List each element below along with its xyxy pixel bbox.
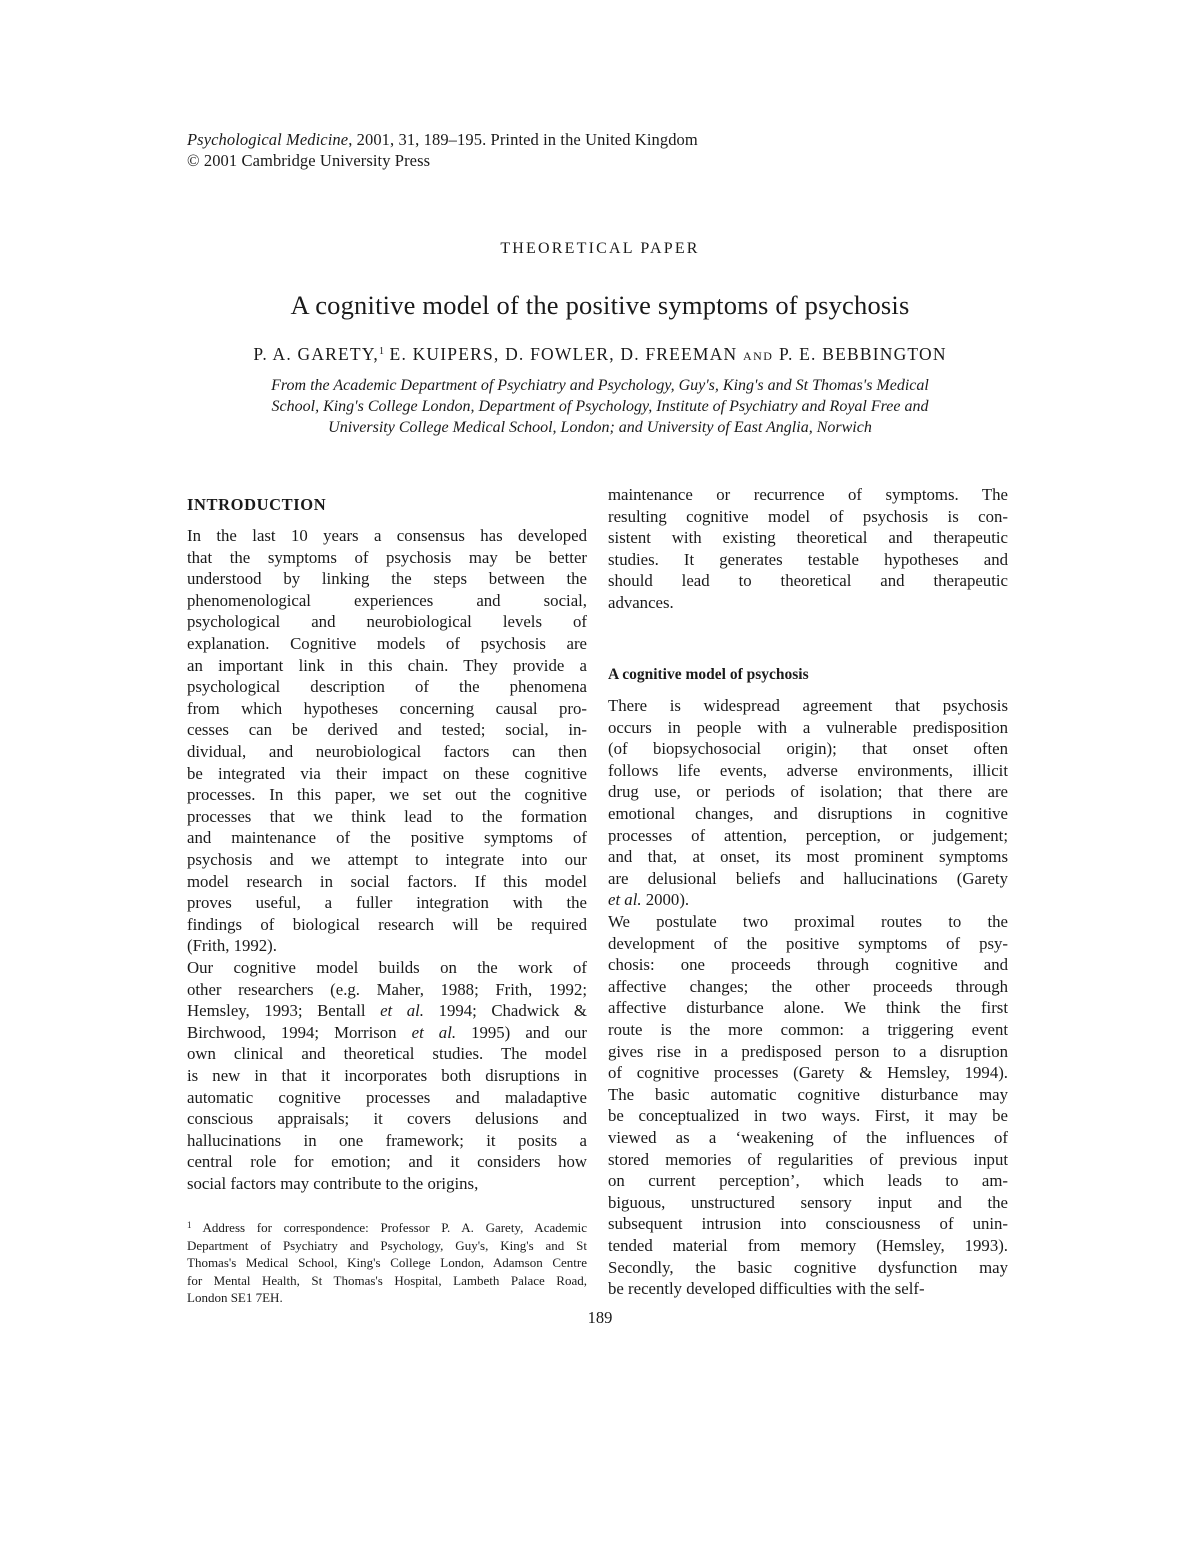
body-text-line: The basic automatic cognitive disturbance may bbox=[608, 1084, 1008, 1104]
body-text-line: et al. 2000). bbox=[608, 890, 690, 910]
body-text-line: resulting cognitive model of psychosis is con- bbox=[608, 506, 1008, 526]
body-text-line: from which hypotheses concerning causal pro- bbox=[187, 698, 587, 718]
page-number: 189 bbox=[587, 1308, 613, 1327]
body-text-line: occurs in people with a vulnerable predisposition bbox=[608, 717, 1008, 737]
body-text-line: is new in that it incorporates both disruptions in bbox=[187, 1066, 587, 1085]
body-text-line: central role for emotion; and it considers how bbox=[187, 1152, 587, 1172]
subsection-heading-cognitive-model: A cognitive model of psychosis bbox=[608, 666, 809, 683]
authors-and: AND bbox=[742, 349, 774, 363]
body-text-line: own clinical and theoretical studies. The model bbox=[187, 1044, 587, 1064]
body-text-line: psychosis and we attempt to integrate into our bbox=[187, 850, 587, 869]
body-text-line: sistent with existing theoretical and therapeutic bbox=[608, 528, 1008, 548]
body-text-line: stored memories of regularities of previous input bbox=[608, 1149, 1008, 1169]
body-text-line: psychological and neurobiological levels of bbox=[187, 612, 587, 632]
copyright-line: © 2001 Cambridge University Press bbox=[187, 151, 431, 170]
affiliation-line: University College Medical School, London; and University of East Anglia, Norwich bbox=[328, 419, 872, 436]
journal-details: , 2001, 31, 189–195. Printed in the United Kingdom bbox=[348, 130, 698, 149]
body-text-line: and maintenance of the positive symptoms of bbox=[187, 828, 587, 848]
body-text-line: proves useful, a fuller integration with the bbox=[187, 893, 587, 913]
body-text-line: phenomenological experiences and social, bbox=[187, 590, 587, 610]
body-text-line: advances. bbox=[608, 593, 674, 612]
body-text-line: conscious appraisals; it covers delusions and bbox=[187, 1109, 587, 1129]
body-text-line: automatic cognitive processes and maladaptive bbox=[187, 1087, 587, 1107]
body-text-line: subsequent intrusion into consciousness of unin- bbox=[608, 1214, 1008, 1234]
body-text-line: processes that we think lead to the formation bbox=[187, 806, 587, 826]
paper-title: A cognitive model of the positive symptoms of psychosis bbox=[290, 290, 910, 320]
affiliation bbox=[190, 375, 1010, 438]
body-text-line: of cognitive processes (Garety & Hemsley, 1994). bbox=[608, 1063, 1008, 1083]
body-text-line: processes of attention, perception, or judgement; bbox=[608, 825, 1008, 845]
journal-citation bbox=[187, 129, 698, 171]
body-text-line: route is the more common: a triggering event bbox=[608, 1020, 1008, 1039]
body-text-line: processes. In this paper, we set out the cognitive bbox=[187, 785, 587, 805]
body-text-line: be recently developed difficulties with the self- bbox=[608, 1279, 925, 1299]
body-text-line: Our cognitive model builds on the work of bbox=[187, 958, 587, 977]
body-text-line: (Frith, 1992). bbox=[187, 936, 277, 956]
authors-part-1: P. A. GARETY, bbox=[253, 344, 379, 364]
footnote-line: London SE1 7EH. bbox=[187, 1290, 283, 1305]
body-text-line: social factors may contribute to the origins, bbox=[187, 1174, 479, 1193]
body-text-line: understood by linking the steps between the bbox=[187, 569, 587, 589]
body-text-line: dividual, and neurobiological factors can then bbox=[187, 742, 587, 761]
body-text-line: emotional changes, and disruptions in cognitive bbox=[608, 804, 1008, 823]
body-text-line: studies. It generates testable hypotheses and bbox=[608, 549, 1008, 569]
body-text-line: drug use, or periods of isolation; that there are bbox=[608, 782, 1008, 802]
body-text-line: an important link in this chain. They provide a bbox=[187, 655, 587, 675]
body-text-line: We postulate two proximal routes to the bbox=[608, 912, 1008, 931]
body-text-line: Secondly, the basic cognitive dysfunction may bbox=[608, 1257, 1008, 1277]
footnote-line: Department of Psychiatry and Psychology, Guy's, King's and St bbox=[187, 1237, 587, 1253]
body-text-line: maintenance or recurrence of symptoms. The bbox=[608, 485, 1008, 504]
body-text-line: cesses can be derived and tested; social, in- bbox=[187, 720, 587, 740]
correspondence-footnote bbox=[187, 1217, 587, 1307]
section-heading-introduction: INTRODUCTION bbox=[187, 495, 327, 514]
body-text-line: affective changes; the other proceeds through bbox=[608, 976, 1008, 996]
body-text-line: other researchers (e.g. Maher, 1988; Frith, 1992; bbox=[187, 979, 587, 999]
body-text-line: follows life events, adverse environments, illicit bbox=[608, 760, 1008, 780]
affiliation-line: From the Academic Department of Psychiatry and Psychology, Guy's, King's and St Thomas's Medical bbox=[271, 377, 929, 394]
body-text-line: on current perception’, which leads to am- bbox=[608, 1171, 1008, 1191]
body-text-line: viewed as a ‘weakening of the influences of bbox=[608, 1128, 1008, 1147]
paper-type-label: THEORETICAL PAPER bbox=[500, 240, 700, 257]
body-text-line: that the symptoms of psychosis may be better bbox=[187, 547, 587, 567]
body-text-line: hallucinations in one framework; it posits a bbox=[187, 1130, 587, 1150]
body-text-line: (of biopsychosocial origin); that onset often bbox=[608, 739, 1008, 759]
journal-citation-line bbox=[187, 129, 698, 150]
footnote-line: Thomas's Medical School, King's College London, Adamson Centre bbox=[187, 1255, 587, 1270]
citation-et-al: et al. bbox=[608, 890, 642, 910]
footnote-line bbox=[187, 1217, 587, 1237]
body-text-line: tended material from memory (Hemsley, 1993). bbox=[608, 1236, 1008, 1255]
author-list bbox=[0, 344, 1200, 365]
body-text-line: In the last 10 years a consensus has developed bbox=[187, 526, 587, 545]
footnote-text: Address for correspondence: Professor P. A. Garety, Academic bbox=[191, 1220, 587, 1235]
citation-et-al: et al. bbox=[380, 1001, 425, 1021]
author-footnote-mark: 1 bbox=[378, 346, 384, 357]
body-text-line: There is widespread agreement that psychosis bbox=[608, 696, 1008, 715]
body-text-line: model research in social factors. If this model bbox=[187, 871, 587, 891]
footnote-line: for Mental Health, St Thomas's Hospital, Lambeth Palace Road, bbox=[187, 1272, 587, 1288]
authors-part-3: P. E. BEBBINGTON bbox=[773, 344, 947, 364]
body-text-line: psychological description of the phenomena bbox=[187, 677, 587, 697]
body-text-line: explanation. Cognitive models of psychosis are bbox=[187, 634, 587, 653]
body-text-line: development of the positive symptoms of psy- bbox=[608, 933, 1008, 953]
footnote-mark: 1 bbox=[187, 1220, 192, 1230]
body-text-line: be integrated via their impact on these cognitive bbox=[187, 763, 587, 783]
body-text-line: findings of biological research will be required bbox=[187, 914, 587, 934]
body-text-line: should lead to theoretical and therapeutic bbox=[608, 571, 1008, 591]
body-text-line: are delusional beliefs and hallucinations (Garety bbox=[608, 868, 1008, 888]
citation-et-al: et al. bbox=[411, 1022, 457, 1042]
body-text-line: Birchwood, 1994; Morrison et al. 1995) and our bbox=[187, 1022, 587, 1042]
body-text-line: and that, at onset, its most prominent symptoms bbox=[608, 847, 1008, 867]
body-text-line: be conceptualized in two ways. First, it may be bbox=[608, 1106, 1008, 1126]
body-text-line: biguous, unstructured sensory input and the bbox=[608, 1192, 1008, 1212]
journal-name: Psychological Medicine bbox=[187, 130, 349, 149]
authors-part-2: E. KUIPERS, D. FOWLER, D. FREEMAN bbox=[383, 344, 743, 364]
body-text-line: affective disturbance alone. We think the first bbox=[608, 998, 1008, 1018]
affiliation-line: School, King's College London, Department of Psychology, Institute of Psychiatry and Royal Free and bbox=[271, 398, 929, 415]
body-text-line: gives rise in a predisposed person to a disruption bbox=[608, 1041, 1008, 1061]
body-text-line: chosis: one proceeds through cognitive and bbox=[608, 955, 1008, 975]
body-text-line: Hemsley, 1993; Bentall et al. 1994; Chadwick & bbox=[187, 1001, 587, 1021]
